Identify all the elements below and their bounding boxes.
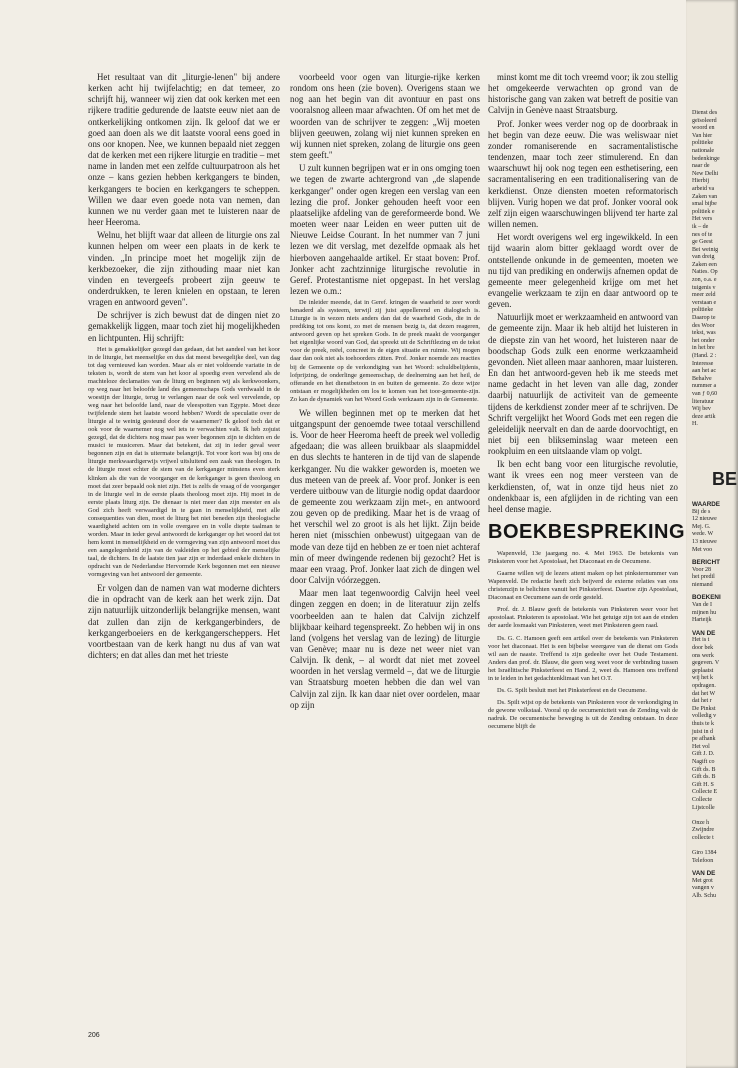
adjacent-line: Collecte E: [692, 789, 718, 796]
body-paragraph: Ik ben echt bang voor een liturgische revolutie, want ik vrees een nog meer versteen van de kerkdiensten, of, wat in onze tijd heus niet zo ondenkbaar is, een afglijden in de richting van een heel dense magie.: [488, 459, 678, 514]
adjacent-line: H.: [692, 421, 698, 428]
adjacent-line: arbeid va: [692, 185, 715, 192]
adjacent-line: Met grot: [692, 877, 713, 884]
adjacent-line: literatuur: [692, 398, 714, 405]
adjacent-line: nes of te: [692, 231, 713, 238]
review-paragraph: Ds. Spilt wijst op de betekenis van Pinksteren voor de verkondiging in de gewone volkstaal. Vooral op de oecumeniciteit van de Zending valt de nadruk. De oecumenische beweging is uit de Zending ontstaan. In deze oecumene blijft de: [488, 698, 678, 730]
adjacent-line: Onze h: [692, 819, 710, 826]
adjacent-line: New Delhi: [692, 170, 719, 177]
adjacent-line: tekst, was: [692, 330, 716, 337]
adjacent-line: dat het r: [692, 698, 712, 705]
adjacent-line: politieke: [692, 140, 713, 147]
adjacent-section-title: BOEKENI: [692, 594, 721, 602]
adjacent-line: aan het ac: [692, 368, 716, 375]
body-paragraph: Het wordt overigens wel erg ingewikkeld. In een tijd waarin alom bitter geklaagd wordt over de ontstellende onkunde in de gemeenten, moeten we nu tijd van prediking en onderwijs afnemen opdat de gemeente meer gelegenheid krijge om met het evangelie werkzaam te zijn en daar antwoord op te geven.: [488, 232, 678, 310]
adjacent-line: zon, o.a. e: [692, 277, 717, 284]
adjacent-line: volledig v: [692, 713, 717, 720]
adjacent-line: opdragen.: [692, 683, 716, 689]
adjacent-line: meer zeld: [692, 292, 716, 299]
adjacent-line: van ƒ 0,60: [692, 390, 718, 397]
adjacent-line: in het bre: [692, 345, 715, 352]
adjacent-line: Zaken van: [692, 193, 718, 200]
adjacent-line: deze artik: [692, 413, 716, 420]
adjacent-line: gegeven. V: [692, 660, 720, 667]
adjacent-line: nationale: [692, 147, 714, 154]
adjacent-line: Interesse: [692, 360, 714, 367]
review-paragraph: Gaarne willen wij de lezers attent maken op het pinksternummer van Wapenveld. De redactie heeft zich beijverd de externe relaties van ons christenzijn te belichten vanuit het Pinksterfeest. Daartoe zijn Apostolaat, Diaconaat en Oecumene aan de orde gesteld.: [488, 570, 678, 602]
adjacent-line: collecte t: [692, 834, 714, 841]
adjacent-line: bedenkinge: [692, 155, 720, 162]
adjacent-line: thuis te k: [692, 720, 714, 727]
adjacent-line: Lijstcolle: [692, 804, 715, 811]
adjacent-line: Met voo: [692, 546, 713, 553]
adjacent-line: 13 nieuwe: [692, 538, 717, 545]
adjacent-line: De Pinkst: [692, 705, 716, 712]
adjacent-line: Het vers: [692, 216, 713, 223]
review-paragraph: Wapenveld, 13e jaargang no. 4. Mei 1963. De betekenis van Pinksteren voor het Apostolaat, het Diaconaat en de Oecumene.: [488, 550, 678, 566]
adjacent-line: Alb. Schu: [692, 893, 716, 900]
adjacent-line: ik – de: [692, 223, 709, 230]
body-paragraph: Welnu, het blijft waar dat alleen de liturgie ons zal kunnen helpen om weer een plaats in de kerk te vinden. „In principe moet het mogelijk zijn de kerkbezoeker, die zijn zithouding maar niet kan vinden en tevergeefs probeert zijn geeuw te onderdrukken, te leren knielen en opstaan, te leren vragen en antwoord geven".: [88, 230, 280, 308]
body-paragraph: Natuurlijk moet er werkzaamheid en antwoord van de gemeente zijn. Maar ik heb altijd het luisteren in de diepste zin van het woord, het luisteren naar de boodschap Gods zulk een enorme werkzaamheid gevonden. Niet alleen maar aanhoren, maar luisteren. En dan het antwoord-geven heb ik me steeds met name gedacht in het leven van alle dag, zonder daarbij natuurlijk de activiteit van de gemeente tijdens de kerkdienst zonder meer af te schrijven. De Schrift vergelijkt het Woord Gods met een regen die geleidelijk neervalt en dan de aarde doorvochtigt, en niet bij een blikseminslag waar meteen een rookpluim en een uitslaande vlam op volgt.: [488, 312, 678, 457]
adjacent-line: mijnen hu: [692, 609, 717, 616]
adjacent-line: nummer a: [692, 383, 717, 390]
review-paragraph: Prof. dr. J. Blauw geeft de betekenis van Pinksteren weer voor het apostolaat. Pinksteren is apostolaat. Wie het getuige zijn tot aan de einden der aarde losmaakt van Pinksteren, weet met Pinksteren geen raad.: [488, 606, 678, 630]
body-paragraph: voorbeeld voor ogen van liturgie-rijke kerken rondom ons heen (zie boven). Overigens staan we nog aan het begin van dit avontuur en past ons vooralsnog alleen maar afwachten. Of om het met de woorden van de schrijver te zeggen: „Wij moeten blijven geeuwen, zolang wij niet kunnen spreken en wij kunnen niet spreken, zolang de liturgie ons geen stem geeft.": [290, 72, 480, 161]
adjacent-line: woord en: [692, 125, 715, 132]
adjacent-line: Gift ds. B: [692, 766, 716, 773]
body-paragraph: minst komt me dit toch vreemd voor; ik zou stellig het omgekeerde verwachten op grond van de historische gang van zaken wat betreft de positie van Calvijn in Genève naast Straatsburg.: [488, 72, 678, 116]
adjacent-line: verstaan e: [692, 299, 717, 306]
adjacent-line: pe afhank: [692, 736, 716, 743]
adjacent-section-title: BERICHT: [692, 559, 720, 567]
adjacent-line: het onder: [692, 337, 715, 344]
adjacent-line: Gift ds. B: [692, 774, 716, 781]
adjacent-line: tuigenis v: [692, 284, 716, 291]
adjacent-line: Naties. Op: [692, 269, 718, 276]
body-paragraph: Prof. Jonker wees verder nog op de doorbraak in het begin van deze eeuw. Die was weliswaar niet zonder romaniserende en sacramentalistische tendenzen, maar toch zeer stimulerend. En dan waarschuwt hij ook nog tegen een esthetisering, een sacramentalisering en een traditionalisering van de kerkdienst. Onze diensten moeten reformatorisch blijven. Vurig hopen we dat prof. Jonker vooral ook zelf zijn eigen waarschuwingen blijvend ter harte zal willen nemen.: [488, 118, 678, 230]
adjacent-line: Hierbij: [692, 178, 709, 185]
adjacent-line: Van de I: [692, 602, 712, 609]
adjacent-line: dat het W: [692, 690, 716, 697]
adjacent-line: Het is t: [692, 637, 710, 644]
adjacent-heading: BE: [712, 468, 738, 489]
body-paragraph: De schrijver is zich bewust dat de dingen niet zo gemakkelijk liggen, maar toch ziet hij mogelijkheden en lichtpunten. Hij schrijft:: [88, 310, 280, 343]
adjacent-line: ons werk: [692, 652, 714, 659]
body-paragraph: Maar men laat tegenwoordig Calvijn heel veel dingen zeggen en doen; in de literatuur zijn zelfs voorbeelden aan te halen dat Calvijn zichzelf blijkbaar keihard tegenspreekt. Zo hebben wij in ons land (volgens het verslag van de lezing) de liturgie van Genève; maar nu is deze net weer niet van Calvijn. Ik denk, – al wordt dat niet met zoveel woorden in het verslag vermeld –, dat we de liturgie van Straatsburg moeten hebben die dan wel van Calvijn zal zijn. Ik kan daar niet over oordelen, maar op zijn: [290, 588, 480, 710]
quoted-passage-heeroma: Het is gemakkelijker gezegd dan gedaan, dat het aandeel van het koor in de liturgie, het meenselijke en dus dat meest bewegelijke deel, van dag tot dag vernieuwd kan worden. Maar als er niet voldoende variatie in de teksten is, wordt de stem van het koor al spoedig even vervelend als de machteloze declamaties van de liturg en beginnen wij als kerkwoonkers, op weg naar het beloofde land des gemeenschaps Gods verdwaald in de woestijn der liturgie, terug te verlangen naar de ook wel vervelende, op weg naar het beloofde land, naar de vleespotten van Egypte. Moet deze twijfelende stem het laatste woord hebben? Wordt de speculatie over de liturgie al te weinig gesteund door de waarnemer? Ik geloof toch dat er ook voor de waarnemer nog wel iets te verwachten valt. Ik heb zojuist gezegd, dat de dichters nog maar pas weer begonnen zijn te dichten en de musici te musiceren. Maar dat betekent, dat zij in ieder geval weer begonnen zijn en dat is uitermate belangrijk. Tot voor kort was bij ons de liturgie merkwaardigerwijs vrijwel uitsluitend een zaak van theologen. In de liturgie moet echter de stem van de kerkganger minstens even sterk klinken als die van de voorganger en de kerkganger is geen theoloog en moet dat zeer bepaald ook niet zijn. Het is zelfs de vraag of de voorganger in de liturgie wel in de eerste plaats theoloog moet zijn. Hij moet in de eerste plaats liturg zijn. De dienaar is niet meer dan zijn meester en als God zich heeft verwaardigd in te gaan in menselijkheid, met alle consequenties van dien, moet de liturg het niet beneden zijn theologische waardigheid achten om in volle overgave en in volle diepte taalman te worden. Maar in ieder geval antwoordt de kerkganger op het woord dat tot hem komt in menselijkheid en de vormgeving van zijn antwoord moet dus een aangelegenheid zijn van de vakleiden op het gebied der menselijke taal, de dichters. In de laatste tien jaar zijn er inderdaad enkele dichters in opdracht van de Nederlandse Hervormde Kerk begonnen met een nieuwe vormgeving van het antwoord der gemeente.: [88, 345, 280, 579]
adjacent-line: politiek e: [692, 208, 715, 215]
adjacent-line: Gift J. D.: [692, 751, 715, 758]
adjacent-line: Dienst des: [692, 110, 718, 116]
adjacent-section-title: VAN DE: [692, 870, 716, 878]
adjacent-line: wij het k: [692, 675, 713, 682]
adjacent-line: vangen v: [692, 885, 714, 892]
adjacent-line: des Woor: [692, 322, 715, 329]
adjacent-line: Gift H. S: [692, 781, 714, 788]
adjacent-line: Telefoon: [692, 857, 714, 864]
column-2: [290, 72, 480, 713]
adjacent-line: [692, 842, 738, 850]
adjacent-line: juist in d: [692, 728, 714, 735]
adjacent-section-title: VAN DE: [692, 629, 716, 637]
adjacent-line: Wij bev: [692, 406, 711, 413]
review-paragraph: Ds. G. Spilt besluit met het Pinksterfeest en de Oecumene.: [497, 686, 647, 694]
adjacent-line: niemand: [692, 581, 713, 588]
adjacent-line: naar de: [692, 163, 710, 170]
adjacent-line: het predil: [692, 574, 715, 581]
adjacent-line: Mej. G.: [692, 523, 711, 530]
adjacent-line: Bei weinig: [692, 246, 719, 253]
adjacent-line: (Hand. 2 :: [692, 353, 717, 359]
adjacent-line: Het vol: [692, 743, 710, 750]
page-number: 206: [88, 1032, 100, 1039]
adjacent-line: smal bijbe: [692, 201, 717, 208]
body-paragraph: Het resultaat van dit „liturgie-lenen" bij andere kerken acht hij twijfelachtig; en dat temeer, zo schrijft hij, wanneer wij zien dat ook kerken met een rijkere traditie gedurende de laatste eeuw niet aan de ontkerkelijking ontkomen zijn. Ik geloof dat we er goed aan doen als we dit laatste vooral eens goed in ons oor knopen. Nee, we kunnen bepaald niet zeggen dat de kerken met een rijkere liturgie en traditie – met name in landen met een zelfde cultuurpatroon als het onze – kans gezien hebben kerkgangers te binden, kerkgangers te bocien en kerkgangers te scheppen. Willen we daar even goede nota van nemen, dan kunnen we nu verder gaan met te luisteren naar de heer Heeroma.: [88, 72, 280, 228]
adjacent-line: Behalve: [692, 375, 712, 382]
adjacent-line: Nagift co: [692, 758, 715, 765]
body-paragraph: U zult kunnen begrijpen wat er in ons omging toen we tegen de zwarte achtergrond van „de slapende kerkganger" onder ogen kregen een verslag van een lezing die prof. Jonker gehouden heeft voor een plaatselijke afdeling van de gereformeerde bond. We moeten weer naar Leiden en weer putten uit de Nieuwe Leidse Courant. In het nummer van 7 juni lezen we dit verslag, met dezelfde opmaak als het hierboven aangehaalde artikel. Er staat boven: Prof. Jonker acht zachtzinnige liturgische revolutie in Geref. Protestantisme niet opgepast. In het verslag lezen we o.m.:: [290, 163, 480, 296]
adjacent-page-text: [692, 110, 738, 901]
adjacent-line: Voor 28: [692, 566, 712, 573]
section-heading-boekbespreking: BOEKBESPREKING: [488, 521, 686, 544]
adjacent-line: Daarop te: [692, 315, 716, 322]
adjacent-line: Harteijk: [692, 617, 712, 624]
adjacent-page-edge: [686, 0, 738, 1068]
adjacent-line: geplaatst: [692, 667, 714, 674]
adjacent-line: wede. W: [692, 531, 714, 538]
body-paragraph: We willen beginnen met op te merken dat het uitgangspunt der genoemde twee totaal verschillend is. Voor de heer Heeroma heeft de preek wel volledig afgedaan; die was alleen bruikbaar als slaapmiddel en dus slechts te hanteren in de tijd van de slapende kerkganger. Nu die wakker geworden is, moeten we dus meteen van de preek af. Voor prof. Jonker is een verdere uitbouw van de liturgie nodig opdat daardoor de gemeente zou werkzaam zijn met-, en antwoord zou geven op de prediking. Maar het is de vraag of het verschil wel zo groot is als het lijkt. Zijn beide heren niet (misschien onbewust) uitgegaan van de mode van deze tijd en hebben ze er toen niet achteraf min of meer dwingende redenen bij gezocht? Het is maar een vraag. Prof. Jonker laat zich de dingen wel door Calvijn vóórzeggen.: [290, 407, 480, 586]
column-3: [488, 72, 686, 735]
adjacent-line: door bek: [692, 645, 714, 652]
quoted-passage-jonker: De inleider meende, dat in Geref. kringen de waarheid te zeer wordt benaderd als systeem, terwijl zij juist appellerend en dialogisch is. Liturgie is in wezen niets anders dan dat de waarheid Gods, die in de prediking tot ons komt, zo met de mensen bezig is, dat dezen reageren, antwoord geven op het spreken Gods. In de preek maakt de voorganger het eigenlijke woord van God, dat spreekt uit de Schriftlezing en de tekst voor de preek, reëel, concreet in de eigen situatie en ruimte. Wij mogen daar dan ook niet als toehoorders zitten. Prof. Jonker noemde zes reacties bij de Gemeente op de verkondiging van het Woord: schuldbelijdenis, lofprijzing, de onderlinge gemeenschap, de deelneming aan het heil, de offerande en het dienstbetoon in en buiten de gemeente. Zo deze wijze ontstaan er mogelijkheden om los te komen van het toor-gemeente-zijn. Zo kan de dynamiek van het Woord Gods werkzaam zijn in de Gemeente.: [290, 299, 480, 403]
adjacent-line: Bij de s: [692, 508, 711, 515]
adjacent-line: 12 nieuwe: [692, 516, 717, 523]
body-paragraph: Er volgen dan de namen van wat moderne dichters die in opdracht van de kerk aan het werk zijn. Dat zijn natuurlijk uitzonderlijk belangrijke mensen, want dat zullen dan zijn de kerkgangerbinders, de kerkgangerboeiers en de kerkgangerscheppers. Het voortbestaan van de kerk hangt nu dus af van wat dichters; en dat alles dan met het trieste: [88, 583, 280, 661]
adjacent-line: Collecte: [692, 796, 712, 803]
adjacent-line: Zwijndre: [692, 827, 714, 834]
adjacent-line: Zaken een: [692, 261, 717, 268]
adjacent-line: van dreig: [692, 254, 715, 261]
adjacent-line: [692, 812, 738, 820]
adjacent-line: Van hier: [692, 132, 713, 139]
adjacent-line: politieke: [692, 307, 713, 314]
adjacent-line: Giro 1384: [692, 850, 717, 857]
adjacent-line: geïsoleerd: [692, 117, 717, 124]
adjacent-line: ge Geest: [692, 239, 713, 246]
review-paragraph: Ds. G. C. Hamoen geeft een artikel over de betekenis van Pinksteren voor het diaconaat. Het is een bijbelse weergave van de dienst om Gods wil aan de naaste. Treffend is zijn gedeelte over het Oude Testament. Anders dan prof. dr. Blauw, die geen weg weet voor de verbinding tussen het Israëlitische Pinksterfeest en Hand. 2, weet ds. Hamoen ons treffend in te leiden in het gedachtenklimaat van het O.T.: [488, 634, 678, 682]
column-1: [88, 72, 280, 663]
adjacent-section-title: WAARDE: [692, 500, 720, 508]
